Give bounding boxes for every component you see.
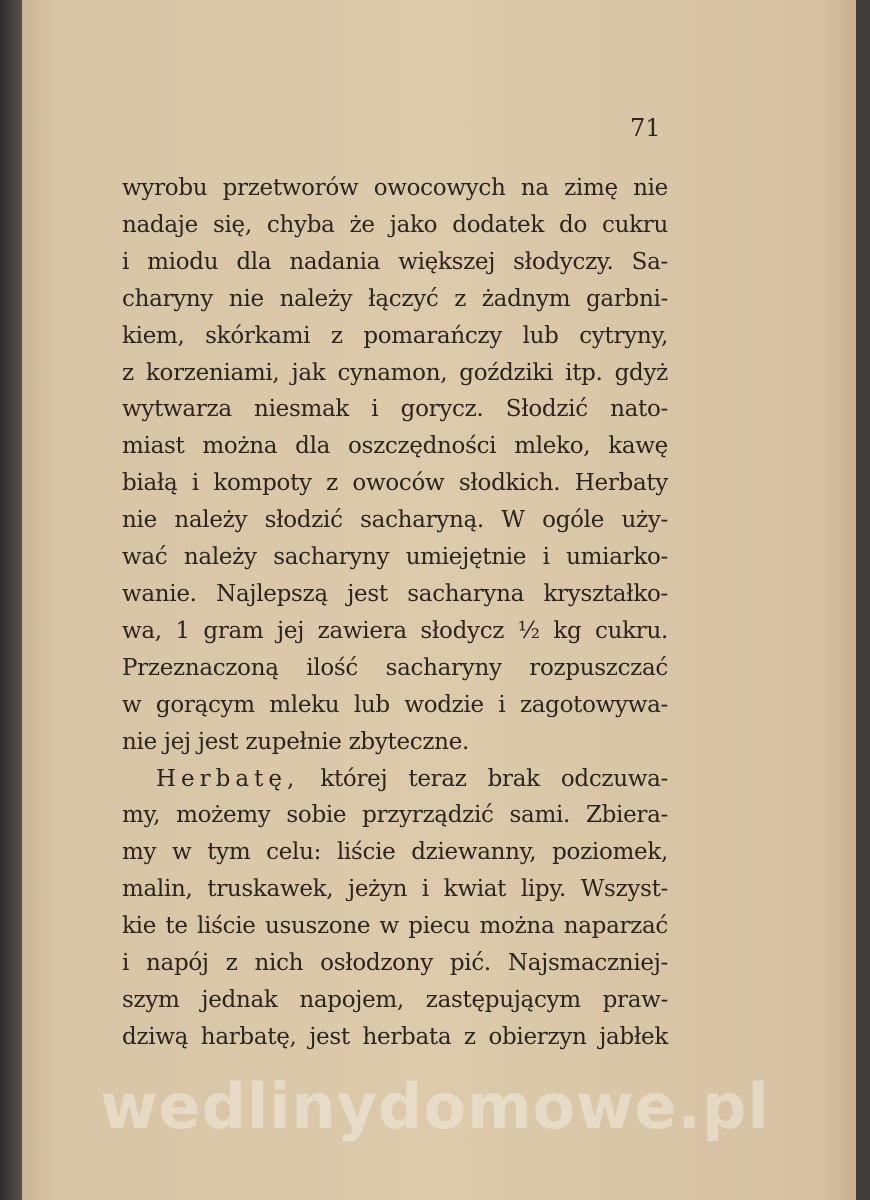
- text-line: wyrobu przetworów owocowych na zimę nie: [122, 175, 668, 201]
- text-line: nie jej jest zupełnie zbyteczne.: [122, 728, 470, 755]
- book-binding: [0, 0, 24, 1200]
- text-line: szym jednak napojem, zastępującym praw-: [122, 986, 668, 1013]
- body-text: [122, 170, 668, 1056]
- page-number: 71: [630, 114, 661, 142]
- text-line: dziwą harbatę, jest herbata z obierzyn jabłek: [122, 1023, 668, 1050]
- text-line: charyny nie należy łączyć z żadnym garbni-: [122, 285, 668, 312]
- paragraph-start: [122, 761, 668, 798]
- text-line: wytwarza niesmak i gorycz. Słodzić nato-: [122, 396, 668, 423]
- text-line: białą i kompoty z owoców słodkich. Herbaty: [122, 470, 668, 497]
- page-edge: [856, 0, 870, 1200]
- text-line: wanie. Najlepszą jest sacharyna kryształko-: [122, 580, 668, 607]
- text-line: my w tym celu: liście dziewanny, poziomek,: [122, 839, 668, 866]
- text-line: wać należy sacharyny umiejętnie i umiarko-: [122, 544, 668, 571]
- text-line: wa, 1 gram jej zawiera słodycz ½ kg cukru.: [122, 617, 668, 644]
- text-line: w gorącym mleku lub wodzie i zagotowywa-: [122, 691, 668, 718]
- text-line: malin, truskawek, jeżyn i kwiat lipy. Wszyst-: [122, 876, 668, 903]
- text-line: kie te liście ususzone w piecu można naparzać: [122, 913, 668, 940]
- text-line: i miodu dla nadania większej słodyczy. Sa-: [122, 248, 668, 275]
- text-line: kiem, skórkami z pomarańczy lub cytryny,: [122, 322, 668, 349]
- text-line: nadaje się, chyba że jako dodatek do cukru: [122, 211, 668, 238]
- emphasized-word: Herbatę,: [156, 765, 300, 792]
- text-fragment: której teraz brak odczuwa-: [320, 765, 669, 792]
- text-line: nie należy słodzić sacharyną. W ogóle uży-: [122, 507, 668, 534]
- text-line: i napój z nich osłodzony pić. Najsmaczniej-: [122, 950, 668, 977]
- text-line: miast można dla oszczędności mleko, kawę: [122, 433, 668, 460]
- watermark: wedlinydomowe.pl: [100, 1070, 770, 1143]
- text-line: my, możemy sobie przyrządzić sami. Zbiera-: [122, 802, 668, 829]
- text-line: Przeznaczoną ilość sacharyny rozpuszczać: [122, 654, 668, 681]
- text-line: z korzeniami, jak cynamon, goździki itp. gdyż: [122, 359, 668, 386]
